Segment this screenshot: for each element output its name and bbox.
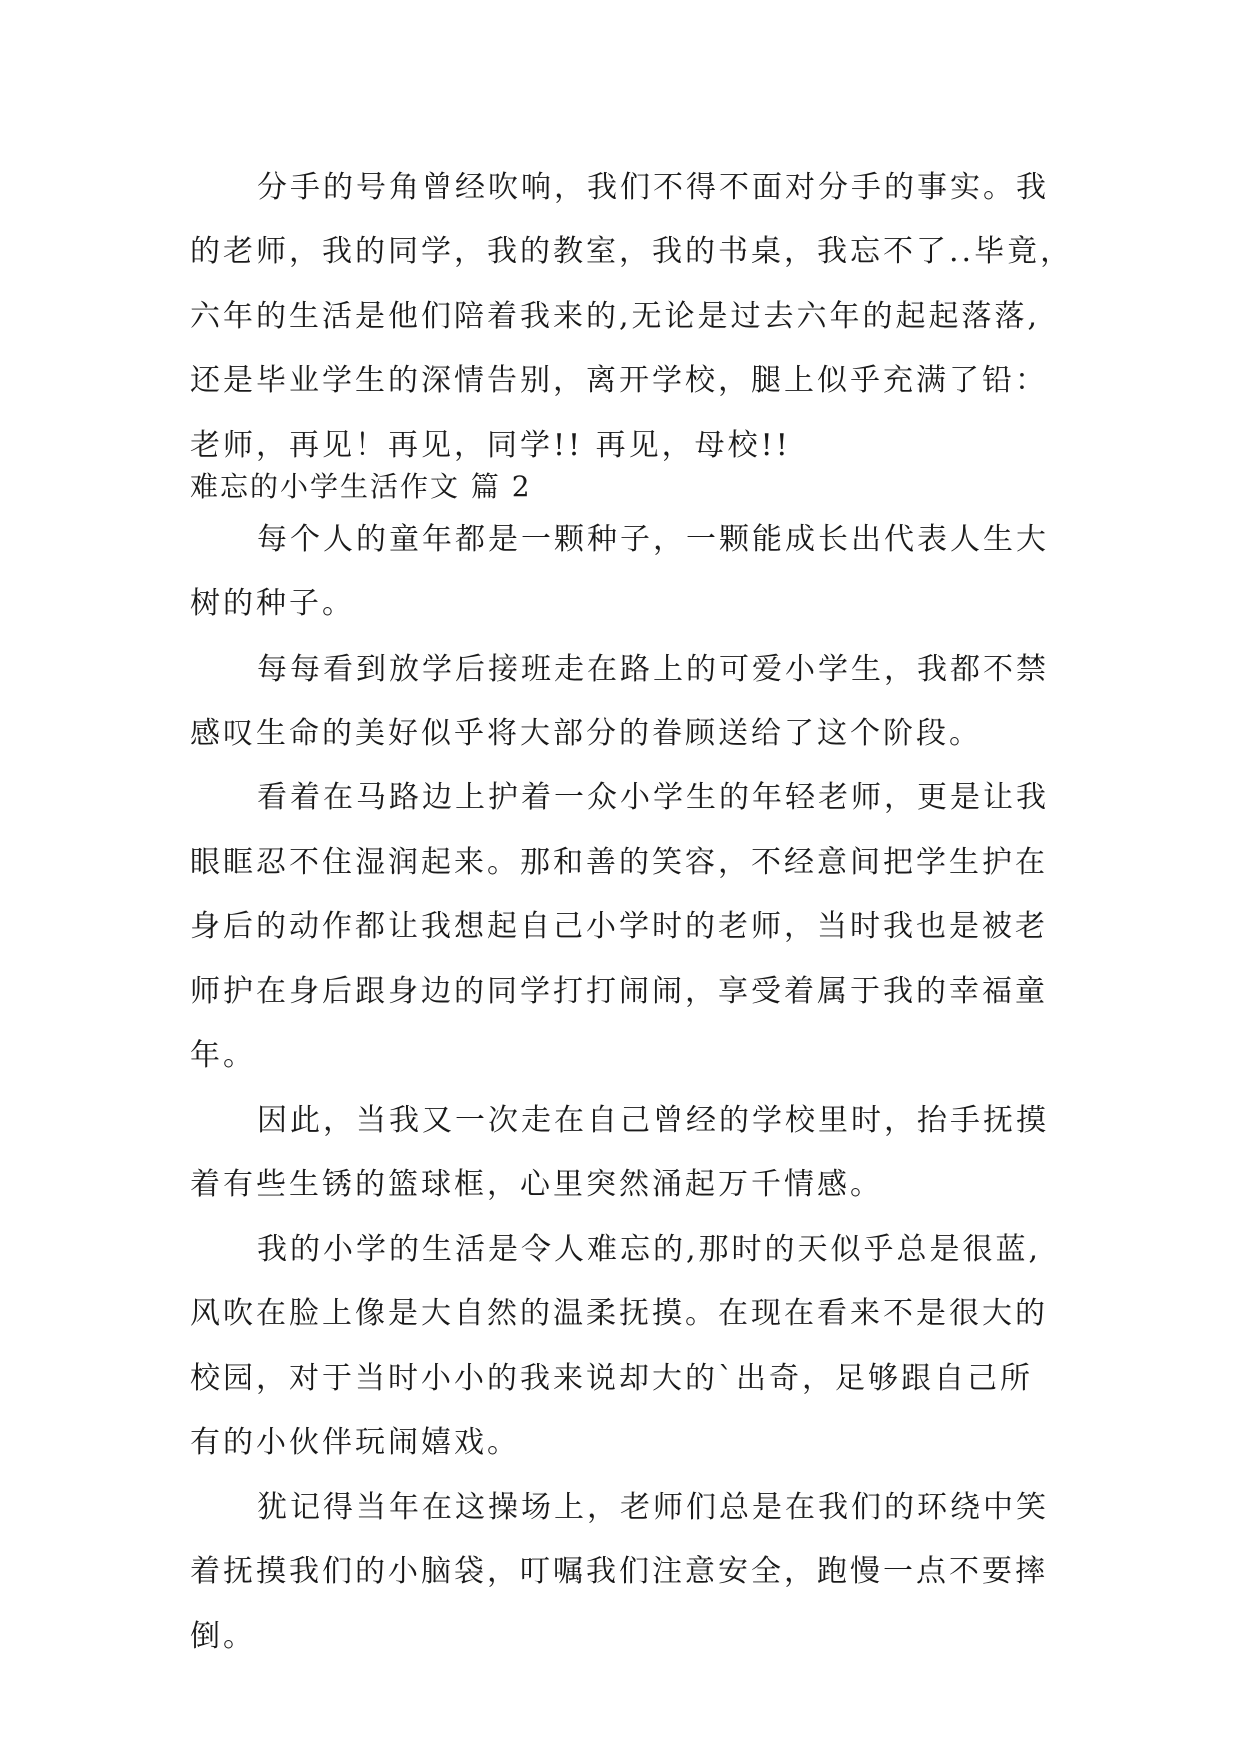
paragraph-line: 身后的动作都让我想起自己小学时的老师，当时我也是被老 — [190, 909, 1048, 944]
paragraph-line: 着抚摸我们的小脑袋，叮嘱我们注意安全，跑慢一点不要摔 — [190, 1554, 1048, 1589]
paragraph-line: 犹记得当年在这操场上，老师们总是在我们的环绕中笑 — [257, 1490, 1049, 1525]
paragraph-line: 年。 — [190, 1038, 256, 1073]
paragraph-line: 风吹在脸上像是大自然的温柔抚摸。在现在看来不是很大的 — [190, 1296, 1048, 1331]
section-heading: 难忘的小学生活作文 篇 2 — [190, 470, 532, 503]
paragraph-line: 树的种子。 — [190, 586, 355, 621]
paragraph-line: 还是毕业学生的深情告别，离开学校，腿上似乎充满了铅： — [190, 363, 1048, 398]
paragraph-line: 校园，对于当时小小的我来说却大的`出奇，足够跟自己所 — [190, 1361, 1033, 1396]
paragraph-line: 有的小伙伴玩闹嬉戏。 — [190, 1425, 520, 1460]
paragraph-line: 师护在身后跟身边的同学打打闹闹，享受着属于我的幸福童 — [190, 974, 1048, 1009]
paragraph-line: 每每看到放学后接班走在路上的可爱小学生，我都不禁 — [257, 652, 1049, 687]
paragraph-line: 六年的生活是他们陪着我来的,无论是过去六年的起起落落, — [190, 299, 1041, 334]
paragraph-line: 倒。 — [190, 1619, 256, 1654]
paragraph-line: 眼眶忍不住湿润起来。那和善的笑容，不经意间把学生护在 — [190, 845, 1048, 880]
paragraph-line: 的老师，我的同学，我的教室，我的书桌，我忘不了..毕竟， — [190, 234, 1074, 269]
paragraph-line: 着有些生锈的篮球框，心里突然涌起万千情感。 — [190, 1167, 883, 1202]
paragraph-line: 每个人的童年都是一颗种子，一颗能成长出代表人生大 — [257, 522, 1049, 557]
paragraph-line: 感叹生命的美好似乎将大部分的眷顾送给了这个阶段。 — [190, 716, 982, 751]
paragraph-line: 看着在马路边上护着一众小学生的年轻老师，更是让我 — [257, 780, 1049, 815]
paragraph-line: 我的小学的生活是令人难忘的,那时的天似乎总是很蓝, — [257, 1232, 1042, 1267]
paragraph-line: 老师，再见！再见，同学!! 再见，母校!! — [190, 428, 791, 463]
paragraph-line: 因此，当我又一次走在自己曾经的学校里时，抬手抚摸 — [257, 1103, 1049, 1138]
paragraph-line: 分手的号角曾经吹响，我们不得不面对分手的事实。我 — [257, 170, 1049, 205]
